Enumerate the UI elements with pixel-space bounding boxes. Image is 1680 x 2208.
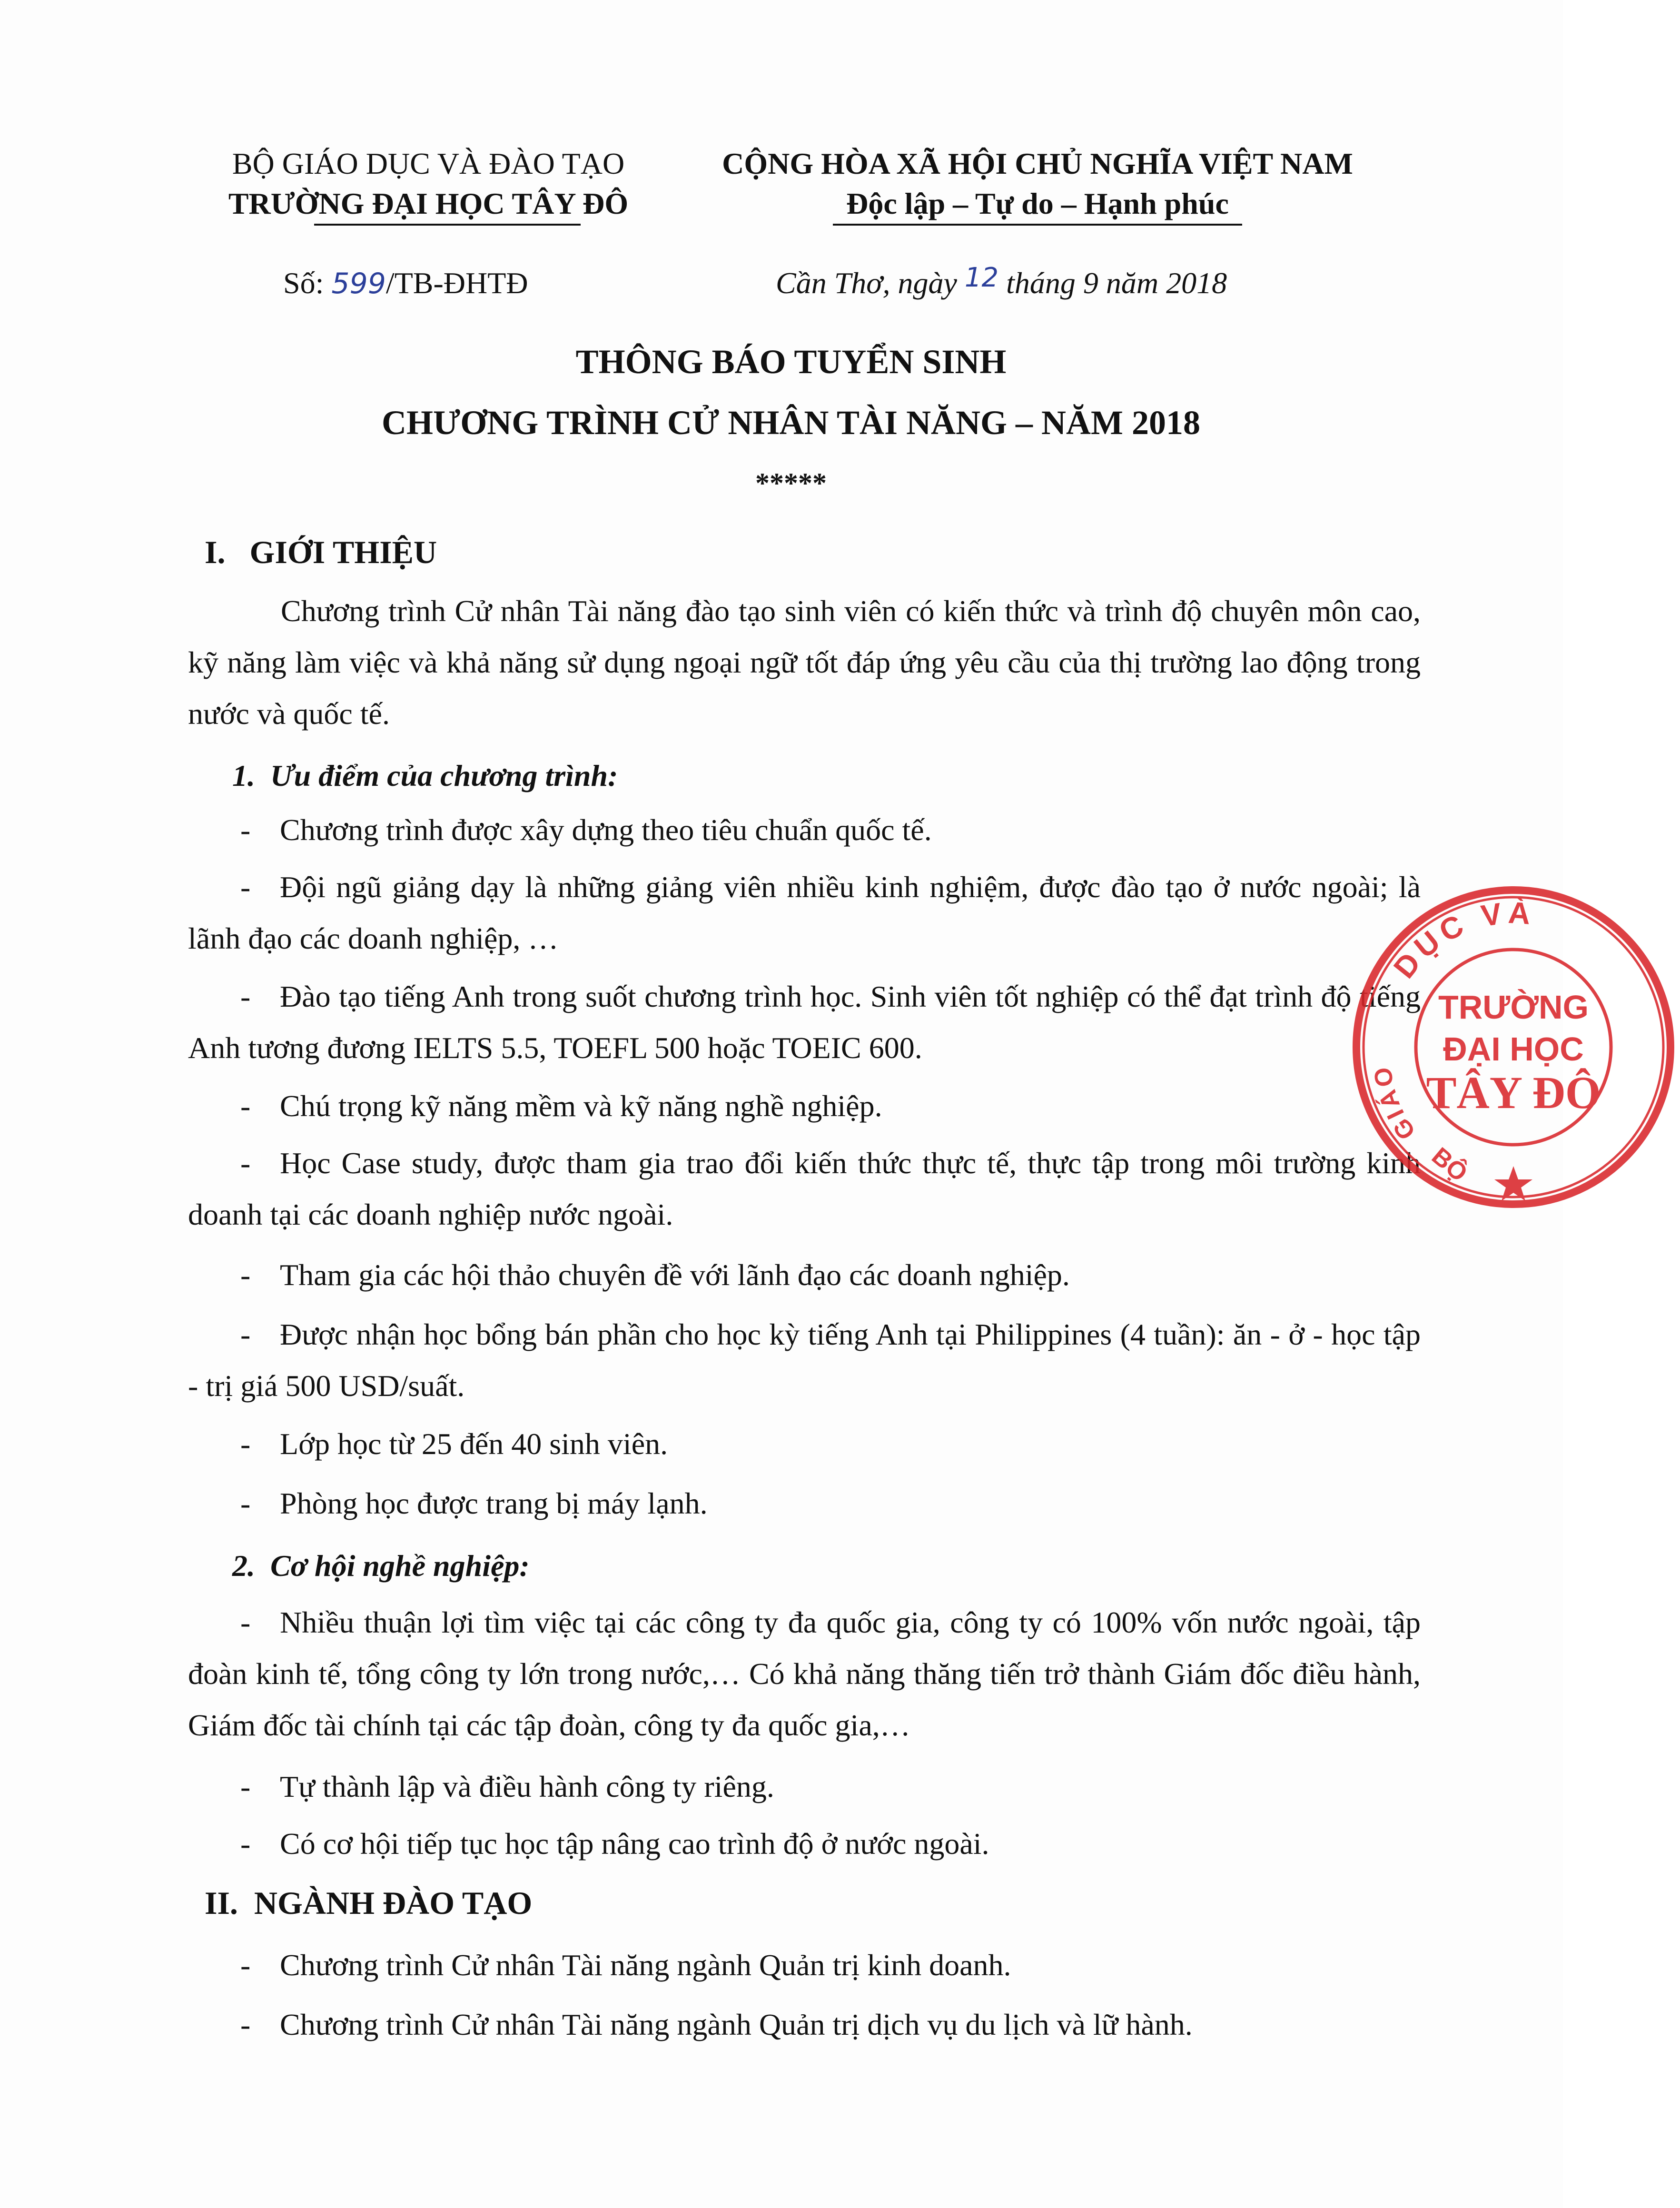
advantage-item xyxy=(188,1309,1421,1412)
ministry-name: BỘ GIÁO DỤC VÀ ĐÀO TẠO xyxy=(232,147,625,180)
program-item: Chương trình Cử nhân Tài năng ngành Quản trị dịch vụ du lịch và lữ hành. xyxy=(280,2008,1193,2041)
seal-top-text: DỤC VÀ xyxy=(1386,895,1536,985)
date-suffix: tháng 9 năm 2018 xyxy=(1006,266,1227,300)
advantage-item: Chương trình được xây dựng theo tiêu chuẩn quốc tế. xyxy=(280,813,932,847)
advantage-item xyxy=(188,861,1421,964)
document-title: THÔNG BÁO TUYỂN SINH xyxy=(575,343,1007,381)
bullet-dash: - xyxy=(240,870,251,904)
motto-underline xyxy=(833,224,1242,226)
title-stars: ***** xyxy=(755,467,827,499)
bullet-dash: - xyxy=(240,1146,251,1180)
advantage-item: Tham gia các hội thảo chuyên đề với lãnh đạo các doanh nghiệp. xyxy=(280,1258,1070,1292)
section-2-heading: II. NGÀNH ĐÀO TẠO xyxy=(205,1885,533,1921)
advantage-item: Lớp học từ 25 đến 40 sinh viên. xyxy=(280,1427,668,1461)
document-subtitle: CHƯƠNG TRÌNH CỬ NHÂN TÀI NĂNG – NĂM 2018 xyxy=(381,404,1201,442)
bullet-dash: - xyxy=(240,1948,251,1982)
bullet-dash: - xyxy=(240,1427,251,1461)
bullet-dash: - xyxy=(240,1605,251,1639)
advantage-item: Chú trọng kỹ năng mềm và kỹ năng nghề nghiệp. xyxy=(280,1089,882,1123)
bullet-dash: - xyxy=(240,1770,251,1803)
career-item-text: Nhiều thuận lợi tìm việc tại các công ty đa quốc gia, công ty có 100% vốn nước ngoài, tập đoàn kinh tế, tổng công ty lớn trong nước,… Có khả năng thăng tiến trở thành Giám đốc điều hành, Giám đốc tài chính tại các tập đoàn, công ty đa quốc gia,… xyxy=(188,1605,1421,1742)
national-motto: Độc lập – Tự do – Hạnh phúc xyxy=(846,187,1229,220)
advantage-item-text: Đội ngũ giảng dạy là những giảng viên nhiều kinh nghiệm, được đào tạo ở nước ngoài; là lãnh đạo các doanh nghiệp, … xyxy=(188,870,1421,955)
document-date xyxy=(776,259,1227,308)
seal-line-2: ĐẠI HỌC xyxy=(1443,1030,1584,1068)
school-name: TRƯỜNG ĐẠI HỌC TÂY ĐÔ xyxy=(228,187,629,220)
subsection-2-heading: 2. Cơ hội nghề nghiệp: xyxy=(232,1549,530,1583)
school-underline xyxy=(314,224,581,226)
bullet-dash: - xyxy=(240,1486,251,1520)
seal-line-3: TÂY ĐÔ xyxy=(1426,1067,1601,1118)
program-item: Chương trình Cử nhân Tài năng ngành Quản trị kinh doanh. xyxy=(280,1948,1011,1982)
advantage-item xyxy=(188,1138,1421,1240)
bullet-dash: - xyxy=(240,1089,251,1123)
seal-left-text: GIÁO xyxy=(1368,1062,1421,1145)
bullet-dash: - xyxy=(240,1317,251,1351)
advantage-item xyxy=(188,971,1421,1074)
bullet-dash: - xyxy=(240,1827,251,1861)
document-number xyxy=(283,259,528,307)
advantage-item-text: Học Case study, được tham gia trao đổi kiến thức thực tế, thực tập trong môi trường kinh doanh tại các doanh nghiệp nước ngoài. xyxy=(188,1146,1421,1231)
date-prefix: Cần Thơ, ngày xyxy=(776,266,957,300)
advantage-item-text: Được nhận học bổng bán phần cho học kỳ tiếng Anh tại Philippines (4 tuần): ăn - ở - học tập - trị giá 500 USD/suất. xyxy=(188,1317,1421,1403)
subsection-1-heading: 1. Ưu điểm của chương trình: xyxy=(232,759,618,792)
number-prefix: Số: xyxy=(283,266,324,300)
advantage-item-text: Đào tạo tiếng Anh trong suốt chương trình học. Sinh viên tốt nghiệp có thể đạt trình độ tiếng Anh tương đương IELTS 5.5, TOEFL 500 hoặc TOEIC 600. xyxy=(188,980,1421,1065)
bullet-dash: - xyxy=(240,1258,251,1292)
number-handwritten: 599 xyxy=(331,267,386,300)
seal-line-1: TRƯỜNG xyxy=(1438,989,1589,1026)
advantage-item: Phòng học được trang bị máy lạnh. xyxy=(280,1486,708,1520)
bullet-dash: - xyxy=(240,2008,251,2041)
career-item: Có cơ hội tiếp tục học tập nâng cao trình độ ở nước ngoài. xyxy=(280,1827,989,1861)
career-item: Tự thành lập và điều hành công ty riêng. xyxy=(280,1770,774,1803)
career-item xyxy=(188,1597,1421,1751)
bullet-dash: - xyxy=(240,980,251,1013)
republic-name: CỘNG HÒA XÃ HỘI CHỦ NGHĨA VIỆT NAM xyxy=(722,147,1353,180)
school-seal xyxy=(1347,881,1680,1214)
bullet-dash: - xyxy=(240,813,251,847)
number-suffix: /TB-ĐHTĐ xyxy=(385,266,528,300)
section-1-heading: I. GIỚI THIỆU xyxy=(205,534,437,570)
section-1-intro: Chương trình Cử nhân Tài năng đào tạo sinh viên có kiến thức và trình độ chuyên môn cao, kỹ năng làm việc và khả năng sử dụng ngoại ngữ tốt đáp ứng yêu cầu của thị trường lao động trong nước và quốc tế. xyxy=(188,594,1421,731)
date-day-handwritten: 12 xyxy=(964,262,999,293)
seal-bottom-text: BỘ xyxy=(1426,1142,1473,1188)
